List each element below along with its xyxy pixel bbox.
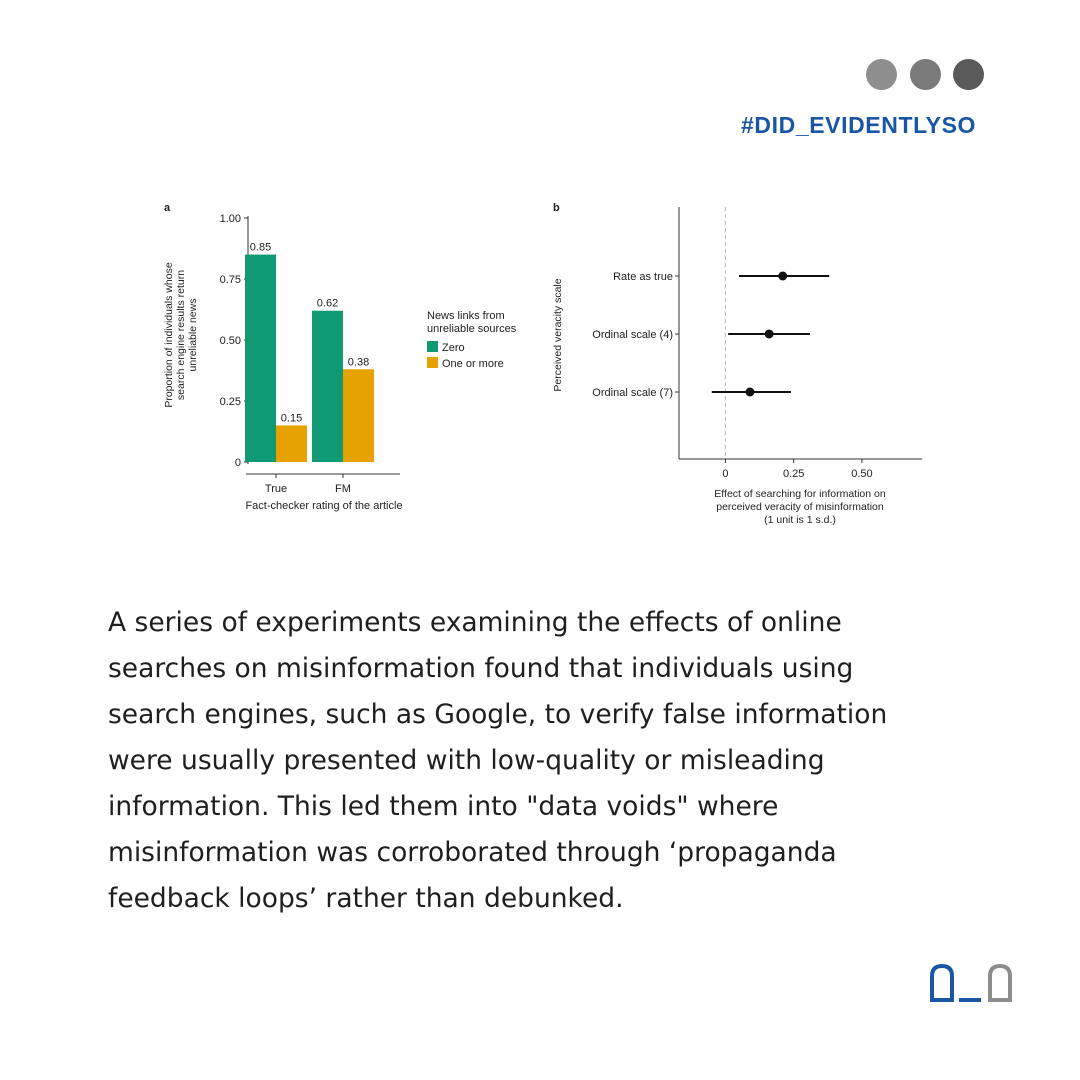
carousel-dots xyxy=(866,59,986,91)
body-line: A series of experiments examining the effects of online xyxy=(108,607,842,638)
carousel-dot-1 xyxy=(866,59,897,90)
panel-a-label: a xyxy=(164,202,171,214)
panel-b-y-tick-label: Ordinal scale (4) xyxy=(592,329,673,341)
carousel-dot-2 xyxy=(910,59,941,90)
panel-a-y-axis-title: unreliable news xyxy=(187,298,199,372)
charts-svg xyxy=(150,195,940,545)
panel-b-label: b xyxy=(553,202,560,214)
panel-a-x-tick-label: True xyxy=(264,483,288,495)
panel-a-bar-label: 0.85 xyxy=(249,241,272,254)
panel-b-x-tick-label: 0 xyxy=(722,468,729,480)
panel-b-y-axis-title: Perceived veracity scale xyxy=(552,278,564,392)
panel-b-y-tick-label: Rate as true xyxy=(613,271,673,283)
panel-a-y-tick-label: 0.50 xyxy=(219,335,241,347)
evidently-so-logo xyxy=(928,962,1018,1004)
body-line: information. This led them into "data voids" where xyxy=(108,791,779,822)
panel-a-y-axis-title: search engine results return xyxy=(175,269,187,401)
panel-a-legend-title: unreliable sources xyxy=(427,323,517,335)
panel-b-x-axis-title: (1 unit is 1 s.d.) xyxy=(764,514,836,526)
panel-a-y-tick-label: 0.25 xyxy=(219,396,241,408)
carousel-dot-3 xyxy=(953,59,984,90)
panel-b-y-tick-label: Ordinal scale (7) xyxy=(592,387,673,399)
panel-a-y-tick-label: 0 xyxy=(234,457,241,469)
panel-a-bar-label: 0.15 xyxy=(280,412,303,425)
panel-a-bar xyxy=(312,311,343,462)
panel-a-bar xyxy=(343,369,374,462)
panel-b-point xyxy=(778,272,787,281)
panel-a-y-axis-title: Proportion of individuals whose xyxy=(163,262,175,408)
panel-b-x-axis-title: perceived veracity of misinformation xyxy=(716,501,884,513)
panel-a-legend-title: News links from xyxy=(427,310,505,322)
body-line: searches on misinformation found that individuals using xyxy=(108,653,854,684)
panel-b-x-tick-label: 0.25 xyxy=(782,468,805,480)
panel-a-y-tick-label: 1.00 xyxy=(219,213,241,225)
panel-a-x-tick-label: FM xyxy=(335,483,351,495)
panel-b-x-axis-title: Effect of searching for information on xyxy=(714,488,886,500)
panel-a-legend-label: Zero xyxy=(442,342,465,354)
logo-left-shape xyxy=(932,966,952,1000)
body-line: feedback loops’ rather than debunked. xyxy=(108,883,624,914)
panel-a-legend-swatch xyxy=(427,341,438,352)
body-text xyxy=(108,600,968,922)
panel-b-point xyxy=(745,388,754,397)
panel-a-x-axis-title: Fact-checker rating of the article xyxy=(245,500,403,512)
body-line: misinformation was corroborated through ‘propaganda xyxy=(108,837,837,868)
panel-a-y-tick-label: 0.75 xyxy=(219,274,241,286)
logo-right-shape xyxy=(990,966,1010,1000)
body-line: were usually presented with low-quality or misleading xyxy=(108,745,825,776)
hashtag: #DID_EVIDENTLYSO xyxy=(741,112,976,138)
figure xyxy=(150,195,940,545)
body-line: search engines, such as Google, to verify false information xyxy=(108,699,888,730)
panel-b-x-tick-label: 0.50 xyxy=(851,468,873,480)
panel-a-bar-label: 0.62 xyxy=(316,297,339,310)
panel-a-bar xyxy=(276,425,307,462)
panel-a-legend-label: One or more xyxy=(442,358,504,370)
panel-b-point xyxy=(765,330,774,339)
panel-a-bar xyxy=(245,255,276,462)
panel-a-bar-label: 0.38 xyxy=(347,356,370,369)
panel-a-legend-swatch xyxy=(427,357,438,368)
